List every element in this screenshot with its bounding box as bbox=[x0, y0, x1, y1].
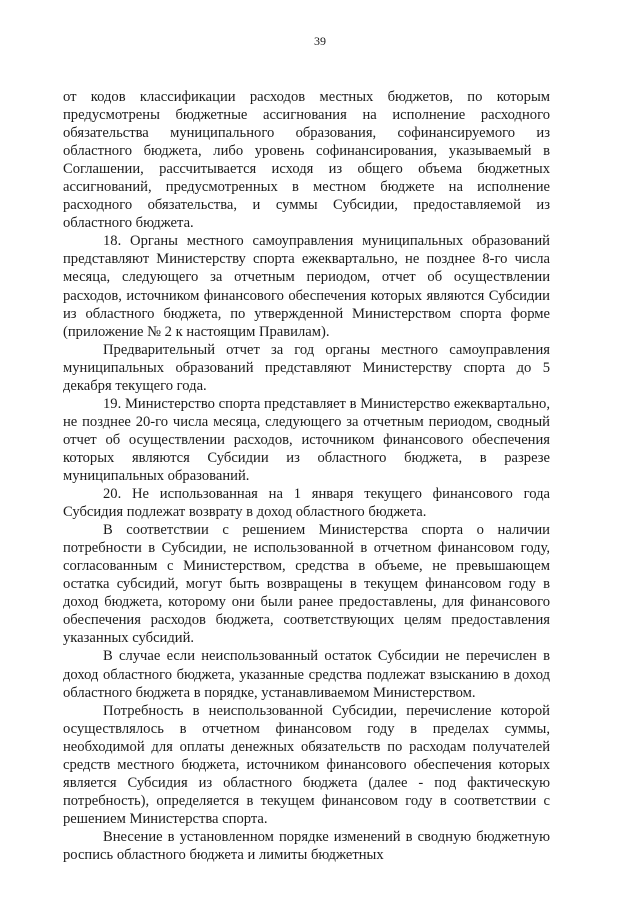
paragraph-item-19: 19. Министерство спорта представляет в Министерство ежеквартально, не позднее 20-го числа месяца, следующего за отчетным периодом, сводный отчет об осуществлении расходов, источником финансового обеспечения которых являются Субсидии из областного бюджета, в разрезе муниципальных образований. bbox=[63, 395, 550, 484]
paragraph-unused-balance: В случае если неиспользованный остаток Субсидии не перечислен в доход областного бюджета, указанные средства подлежат взысканию в доход областного бюджета в порядке, устанавливаемом Министерством. bbox=[63, 648, 550, 701]
paragraph-ministry-decision: В соответствии с решением Министерства спорта о наличии потребности в Субсидии, не использованной в отчетном финансовом году, согласованным с Министерством, средства в объеме, не превышающем остатка субсидий, могут быть возвращены в текущем финансовом году в доход бюджета, которому они были ранее предоставлены, для финансового обеспечения расходов бюджета, соответствующих целям предоставления указанных субсидий. bbox=[63, 522, 550, 647]
document-body bbox=[63, 88, 550, 864]
paragraph-preliminary-report: Предварительный отчет за год органы местного самоуправления муниципальных образований представляют Министерству спорта до 5 декабря текущего года. bbox=[63, 341, 550, 394]
paragraph-continuation: от кодов классификации расходов местных бюджетов, по которым предусмотрены бюджетные ассигнования на исполнение расходного обязательства муниципального образования, софинансируемого из областного бюджета, либо уровень софинансирования, указываемый в Соглашении, рассчитывается исходя из общего объема бюджетных ассигнований, предусмотренных в местном бюджете на исполнение расходного обязательства, и суммы Субсидии, предоставляемой из областного бюджета. bbox=[63, 89, 550, 232]
page-number: 39 bbox=[314, 34, 326, 48]
paragraph-item-18: 18. Органы местного самоуправления муниципальных образований представляют Министерству спорта ежеквартально, не позднее 8-го числа месяца, следующего за отчетным периодом, отчет об осуществлении расходов, источником финансового обеспечения которых являются Субсидии из областного бюджета, по утвержденной Министерством спорта форме (приложение № 2 к настоящим Правилам). bbox=[63, 233, 550, 340]
paragraph-budget-changes: Внесение в установленном порядке изменений в сводную бюджетную роспись областного бюджета и лимиты бюджетных bbox=[63, 828, 550, 863]
paragraph-actual-need: Потребность в неиспользованной Субсидии, перечисление которой осуществлялось в отчетном финансовом году в пределах суммы, необходимой для оплаты денежных обязательств по расходам получателей средств местного бюджета, источником финансового обеспечения которых является Субсидия из областного бюджета (далее - под фактическую потребность), определяется в текущем финансовом году в соответствии с решением Министерства спорта. bbox=[63, 702, 550, 827]
paragraph-item-20: 20. Не использованная на 1 января текущего финансового года Субсидия подлежат возврату в доход областного бюджета. bbox=[63, 486, 550, 521]
